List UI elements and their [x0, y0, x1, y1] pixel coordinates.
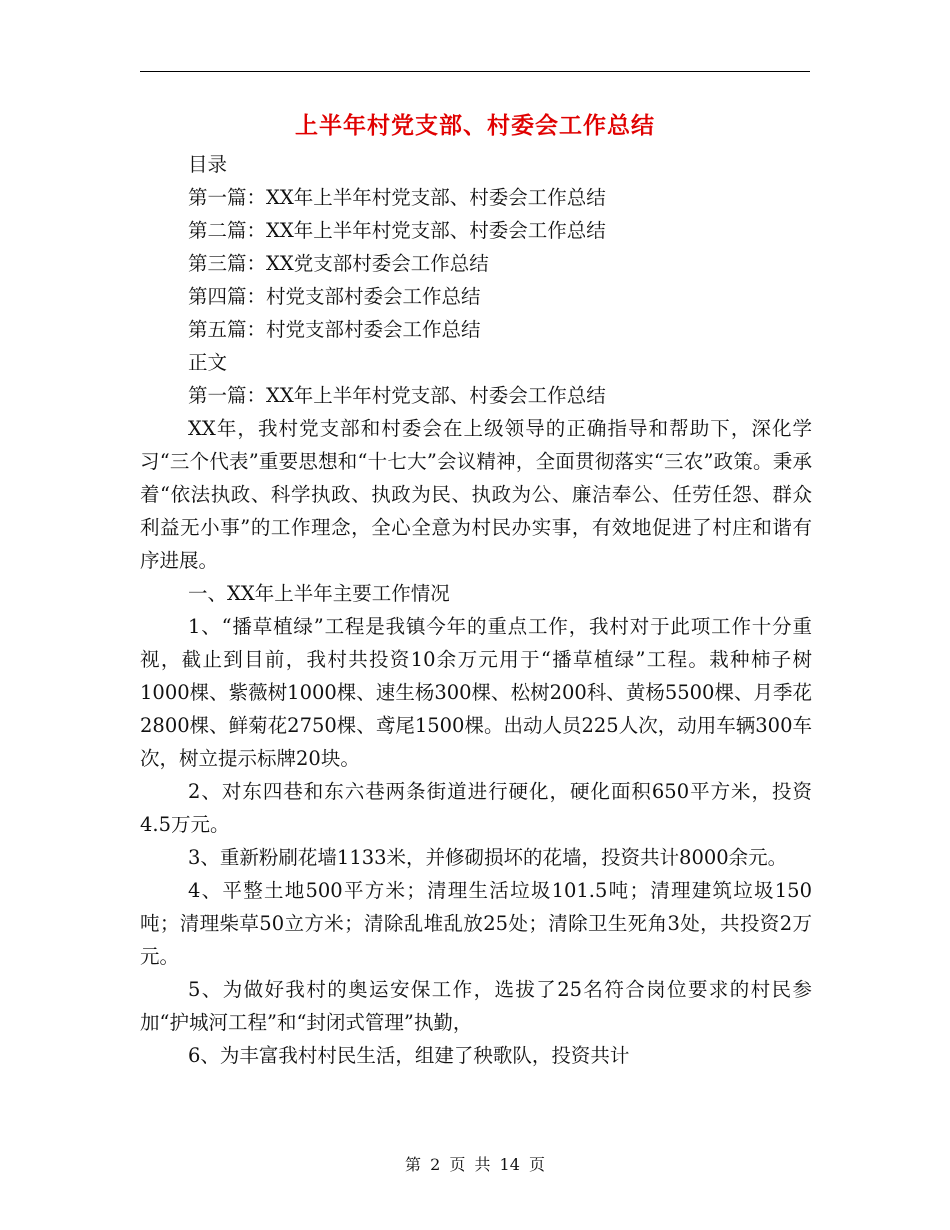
paragraph: 5、为做好我村的奥运安保工作，选拔了25名符合岗位要求的村民参加“护城河工程”和“封闭式管理”执勤， [140, 978, 812, 1034]
paragraph: 3、重新粉刷花墙1133米，并修砌损坏的花墙，投资共计8000余元。 [188, 846, 788, 869]
paragraph: 6、为丰富我村村民生活，组建了秧歌队，投资共计 [188, 1044, 630, 1067]
toc-item: 第一篇：XX年上半年村党支部、村委会工作总结 [188, 186, 606, 209]
toc-heading: 目录 [188, 153, 228, 176]
page-number: 第 2 页 共 14 页 [405, 1155, 545, 1174]
toc-item: 第三篇：XX党支部村委会工作总结 [188, 252, 489, 275]
toc-item: 第四篇：村党支部村委会工作总结 [188, 285, 481, 308]
document-body [140, 148, 812, 1072]
toc-item: 第五篇：村党支部村委会工作总结 [188, 318, 481, 341]
document-title: 上半年村党支部、村委会工作总结 [295, 113, 655, 139]
paragraph: 4、平整土地500平方米；清理生活垃圾101.5吨；清理建筑垃圾150吨；清理柴草50立方米；清除乱堆乱放25处；清除卫生死角3处，共投资2万元。 [140, 879, 812, 968]
paragraph: 2、对东四巷和东六巷两条街道进行硬化，硬化面积650平方米，投资4.5万元。 [140, 780, 812, 836]
section-title: 第一篇：XX年上半年村党支部、村委会工作总结 [188, 384, 606, 407]
paragraph: 1、“播草植绿”工程是我镇今年的重点工作，我村对于此项工作十分重视，截止到目前，我村共投资10余万元用于“播草植绿”工程。栽种柿子树1000棵、紫薇树1000棵、速生杨300棵、松树200科、黄杨5500棵、月季花2800棵、鲜菊花2750棵、鸢尾1500棵。出动人员225人次，动用车辆300车次，树立提示标牌20块。 [140, 615, 812, 770]
paragraph: XX年，我村党支部和村委会在上级领导的正确指导和帮助下，深化学习“三个代表”重要思想和“十七大”会议精神，全面贯彻落实“三农”政策。秉承着“依法执政、科学执政、执政为民、执政为公、廉洁奉公、任劳任怨、群众利益无小事”的工作理念，全心全意为村民办实事，有效地促进了村庄和谐有序进展。 [140, 417, 812, 572]
paragraph: 一、XX年上半年主要工作情况 [188, 582, 450, 605]
header-rule [140, 71, 810, 72]
body-heading: 正文 [188, 351, 228, 374]
toc-item: 第二篇：XX年上半年村党支部、村委会工作总结 [188, 219, 606, 242]
